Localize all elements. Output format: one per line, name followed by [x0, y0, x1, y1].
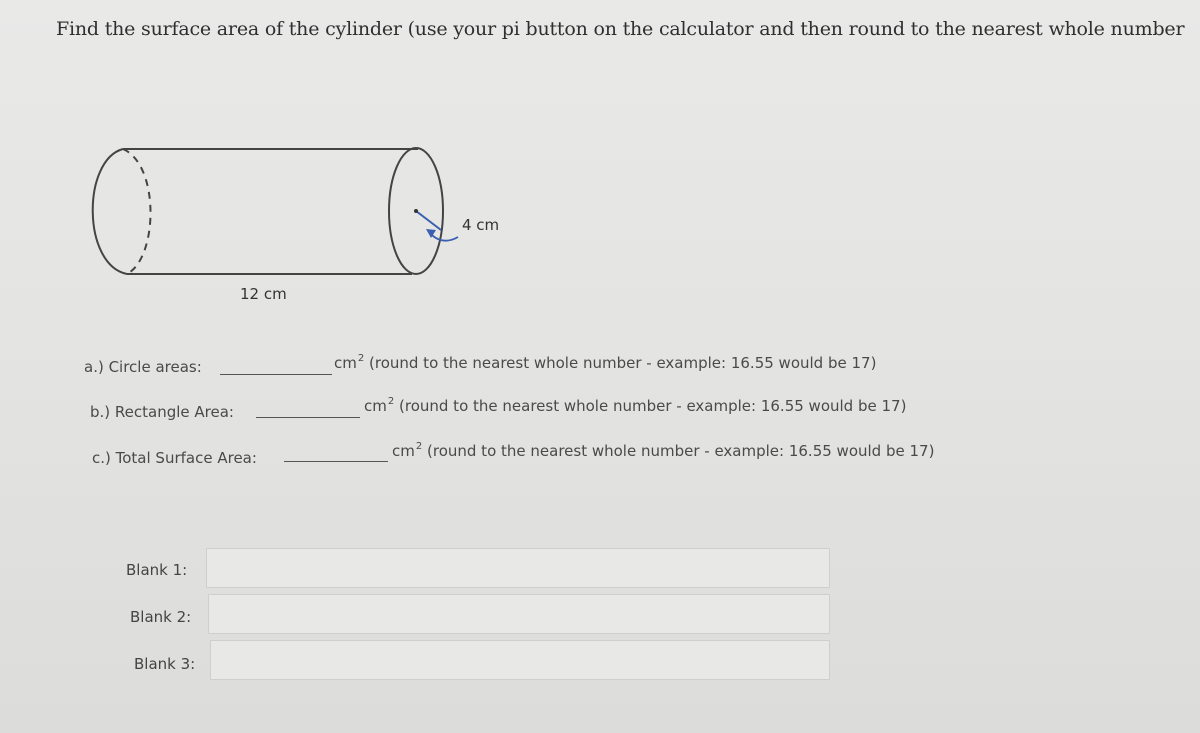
- part-c-row: [92, 449, 257, 467]
- radius-line: [416, 211, 441, 230]
- part-a-note: (round to the nearest whole number - example: 16.55 would be 17): [369, 354, 877, 372]
- blank-1-input[interactable]: [206, 548, 830, 588]
- part-c-label: c.) Total Surface Area:: [92, 449, 257, 467]
- radius-arrow: [430, 233, 458, 241]
- blank-3-input[interactable]: [210, 640, 830, 680]
- blank-1-label: Blank 1:: [126, 561, 188, 579]
- center-point: [414, 209, 418, 213]
- length-label: 12 cm: [240, 285, 287, 303]
- part-c-exponent: 2: [415, 441, 423, 452]
- question-text: Find the surface area of the cylinder (use your pi button on the calculator and then round to the nearest whole number: [56, 18, 1185, 40]
- part-a-unit: cm: [334, 354, 357, 372]
- part-b-label: b.) Rectangle Area:: [90, 403, 234, 421]
- blank-2-input[interactable]: [208, 594, 830, 634]
- part-a-unit-note: [334, 353, 876, 372]
- part-c-unit-note: [392, 441, 934, 460]
- radius-label: 4 cm: [462, 216, 500, 234]
- part-a-row: [84, 358, 202, 376]
- left-end-dashed: [123, 149, 151, 274]
- part-b-row: [90, 403, 234, 421]
- part-a-exponent: 2: [357, 353, 365, 364]
- part-c-note: (round to the nearest whole number - example: 16.55 would be 17): [427, 442, 935, 460]
- part-a-label: a.) Circle areas:: [84, 358, 202, 376]
- part-b-unit: cm: [364, 397, 387, 415]
- blank-2-label: Blank 2:: [130, 608, 192, 626]
- part-b-unit-note: [364, 396, 906, 415]
- blank-3-label: Blank 3:: [134, 655, 196, 673]
- part-b-note: (round to the nearest whole number - example: 16.55 would be 17): [399, 397, 907, 415]
- left-end-solid: [93, 149, 127, 274]
- part-c-unit: cm: [392, 442, 415, 460]
- part-b-exponent: 2: [387, 396, 395, 407]
